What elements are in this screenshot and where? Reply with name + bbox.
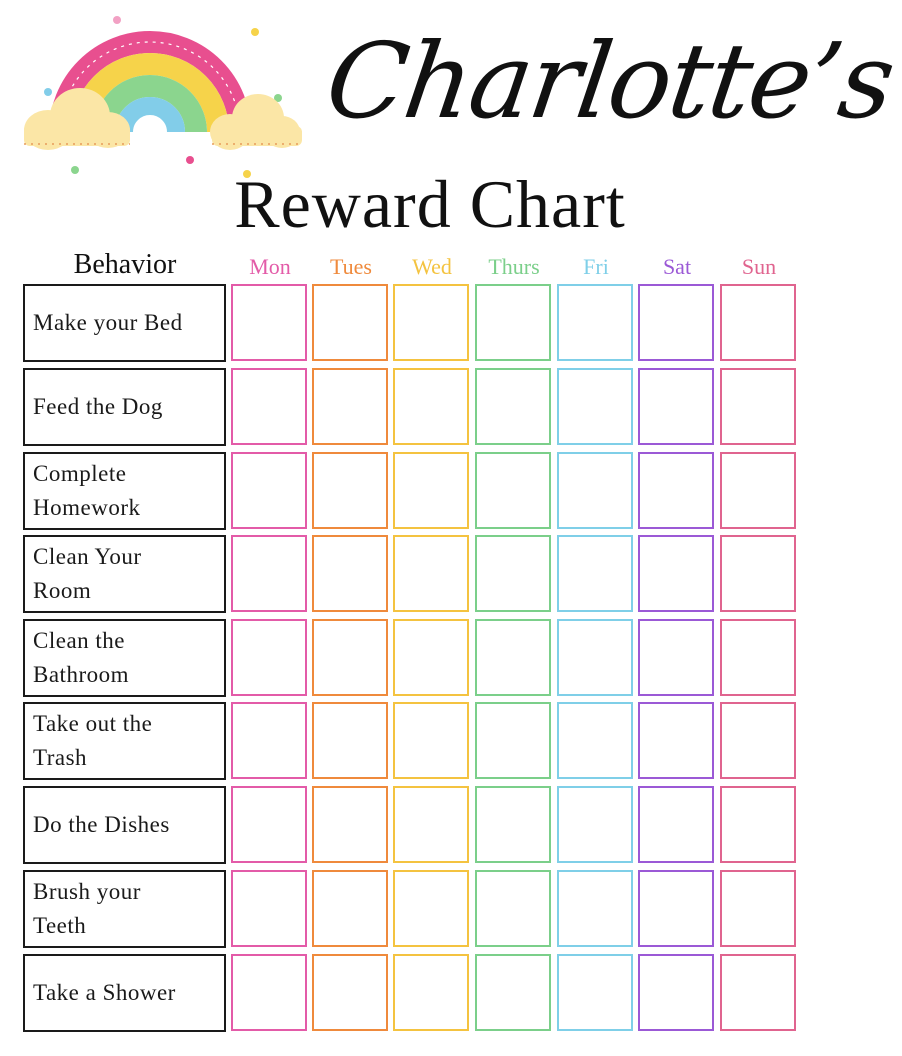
- behavior-label: Feed the Dog: [33, 394, 163, 419]
- reward-box-thurs[interactable]: [475, 954, 551, 1031]
- reward-box-sun[interactable]: [720, 535, 796, 612]
- reward-box-mon[interactable]: [231, 284, 307, 361]
- rainbow-icon: [18, 12, 298, 172]
- reward-box-thurs[interactable]: [475, 535, 551, 612]
- reward-box-tues[interactable]: [312, 535, 388, 612]
- day-header-sat: Sat: [662, 254, 692, 279]
- reward-box-wed[interactable]: [393, 619, 469, 696]
- behavior-cell: [23, 786, 226, 864]
- behavior-cell: [23, 452, 226, 530]
- page-title: Reward Chart: [234, 166, 626, 242]
- column-header-row: [0, 247, 816, 283]
- day-header-fri: Fri: [583, 254, 609, 279]
- reward-box-thurs[interactable]: [475, 368, 551, 445]
- reward-box-sun[interactable]: [720, 786, 796, 863]
- reward-box-sun[interactable]: [720, 368, 796, 445]
- behavior-row: [0, 284, 816, 361]
- reward-box-sat[interactable]: [638, 368, 714, 445]
- reward-box-wed[interactable]: [393, 786, 469, 863]
- behavior-cell: [23, 954, 226, 1032]
- reward-box-fri[interactable]: [557, 368, 633, 445]
- reward-box-mon[interactable]: [231, 954, 307, 1031]
- reward-box-fri[interactable]: [557, 870, 633, 947]
- reward-box-sat[interactable]: [638, 786, 714, 863]
- behavior-cell: [23, 284, 226, 362]
- reward-box-wed[interactable]: [393, 368, 469, 445]
- reward-box-wed[interactable]: [393, 702, 469, 779]
- reward-box-thurs[interactable]: [475, 786, 551, 863]
- behavior-label: Take a Shower: [33, 980, 176, 1005]
- reward-box-tues[interactable]: [312, 954, 388, 1031]
- reward-box-fri[interactable]: [557, 786, 633, 863]
- behavior-label: Take out the Trash: [33, 711, 153, 770]
- reward-box-sat[interactable]: [638, 284, 714, 361]
- behavior-row: [0, 452, 816, 529]
- behavior-row: [0, 786, 816, 863]
- reward-box-fri[interactable]: [557, 954, 633, 1031]
- behavior-label: Make your Bed: [33, 310, 183, 335]
- reward-box-sat[interactable]: [638, 619, 714, 696]
- reward-box-sat[interactable]: [638, 452, 714, 529]
- reward-box-mon[interactable]: [231, 619, 307, 696]
- behavior-label: Clean Your Room: [33, 544, 142, 603]
- header: [0, 0, 901, 245]
- reward-box-wed[interactable]: [393, 535, 469, 612]
- behavior-row: [0, 619, 816, 696]
- reward-box-mon[interactable]: [231, 535, 307, 612]
- reward-box-mon[interactable]: [231, 368, 307, 445]
- reward-box-tues[interactable]: [312, 786, 388, 863]
- reward-box-thurs[interactable]: [475, 619, 551, 696]
- reward-box-sat[interactable]: [638, 535, 714, 612]
- behavior-cell: [23, 619, 226, 697]
- reward-box-wed[interactable]: [393, 954, 469, 1031]
- reward-box-tues[interactable]: [312, 702, 388, 779]
- behavior-label: Brush your Teeth: [33, 879, 141, 938]
- behavior-column-header: Behavior: [73, 249, 177, 280]
- reward-box-tues[interactable]: [312, 452, 388, 529]
- reward-box-sun[interactable]: [720, 619, 796, 696]
- reward-grid: [0, 284, 816, 1034]
- behavior-row: [0, 702, 816, 779]
- reward-box-tues[interactable]: [312, 284, 388, 361]
- reward-box-tues[interactable]: [312, 368, 388, 445]
- behavior-cell: [23, 368, 226, 446]
- reward-box-sun[interactable]: [720, 284, 796, 361]
- reward-box-fri[interactable]: [557, 284, 633, 361]
- behavior-label: Do the Dishes: [33, 812, 170, 837]
- reward-box-wed[interactable]: [393, 452, 469, 529]
- reward-box-mon[interactable]: [231, 786, 307, 863]
- reward-box-sat[interactable]: [638, 870, 714, 947]
- behavior-cell: [23, 870, 226, 948]
- day-header-tues: Tues: [330, 254, 372, 279]
- reward-box-mon[interactable]: [231, 702, 307, 779]
- behavior-row: [0, 870, 816, 947]
- behavior-row: [0, 954, 816, 1031]
- reward-box-wed[interactable]: [393, 284, 469, 361]
- reward-box-thurs[interactable]: [475, 284, 551, 361]
- reward-box-sat[interactable]: [638, 954, 714, 1031]
- child-name-title: Charlotte’s: [319, 20, 901, 142]
- reward-box-thurs[interactable]: [475, 452, 551, 529]
- behavior-label: Clean the Bathroom: [33, 628, 129, 687]
- reward-box-wed[interactable]: [393, 870, 469, 947]
- reward-box-fri[interactable]: [557, 452, 633, 529]
- reward-box-sun[interactable]: [720, 954, 796, 1031]
- reward-box-sun[interactable]: [720, 870, 796, 947]
- reward-box-mon[interactable]: [231, 452, 307, 529]
- behavior-label: Complete Homework: [33, 461, 141, 520]
- behavior-cell: [23, 535, 226, 613]
- reward-box-fri[interactable]: [557, 702, 633, 779]
- behavior-row: [0, 535, 816, 612]
- reward-box-sun[interactable]: [720, 452, 796, 529]
- reward-box-tues[interactable]: [312, 870, 388, 947]
- reward-box-sat[interactable]: [638, 702, 714, 779]
- reward-box-thurs[interactable]: [475, 702, 551, 779]
- day-header-wed: Wed: [412, 254, 452, 279]
- behavior-row: [0, 368, 816, 445]
- reward-box-mon[interactable]: [231, 870, 307, 947]
- reward-box-sun[interactable]: [720, 702, 796, 779]
- reward-box-thurs[interactable]: [475, 870, 551, 947]
- day-header-sun: Sun: [741, 254, 777, 279]
- day-header-thurs: Thurs: [488, 254, 540, 279]
- reward-box-tues[interactable]: [312, 619, 388, 696]
- behavior-cell: [23, 702, 226, 780]
- reward-box-fri[interactable]: [557, 535, 633, 612]
- reward-box-fri[interactable]: [557, 619, 633, 696]
- day-header-mon: Mon: [249, 254, 291, 279]
